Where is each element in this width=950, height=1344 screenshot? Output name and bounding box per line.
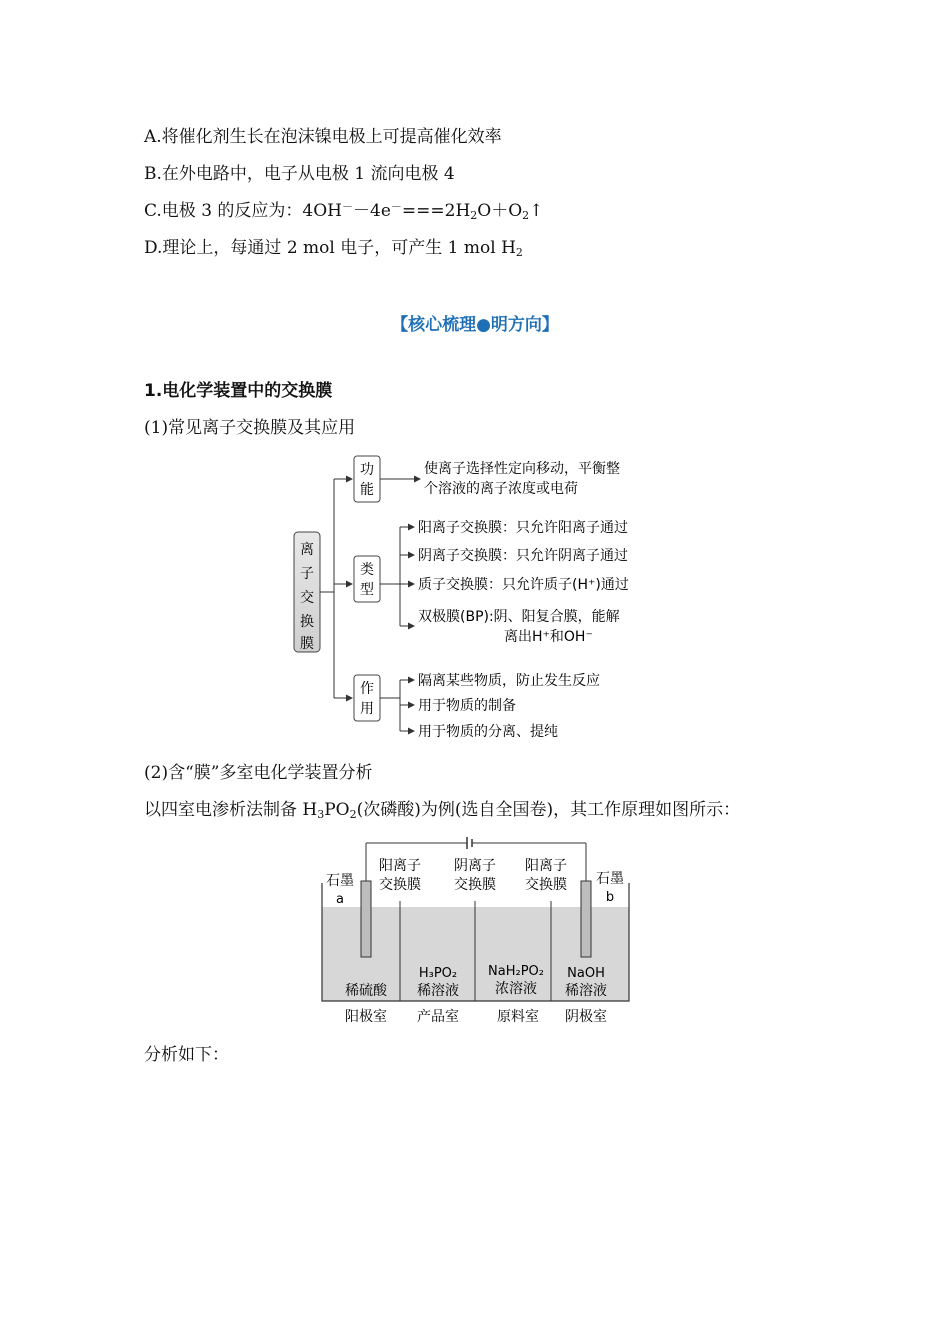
solution-label: 稀溶液 <box>565 983 607 999</box>
superscript: － <box>390 200 402 213</box>
solution-label: H₃PO₂ <box>418 966 458 981</box>
room-label: 产品室 <box>417 1009 459 1025</box>
use-label: 用 <box>360 701 374 717</box>
membrane-label: 交换膜 <box>525 877 567 893</box>
type-label: 类 <box>360 562 374 578</box>
solution-label: NaOH <box>567 966 605 981</box>
type-item: 质子交换膜：只允许质子(H⁺)通过 <box>418 577 629 593</box>
section-heading: 【核心梳理●明方向】 <box>391 315 559 335</box>
type-item: 离出H⁺和OH⁻ <box>504 629 593 645</box>
option-a: A.将催化剂生长在泡沫镍电极上可提高催化效率 <box>144 127 502 147</box>
root-char: 换 <box>300 614 314 630</box>
function-label: 能 <box>360 482 374 498</box>
function-text: 使离子选择性定向移动，平衡整 <box>424 461 620 477</box>
graphite-electrode-a <box>361 881 371 957</box>
superscript: － <box>342 200 354 213</box>
option-b: B.在外电路中，电子从电极 1 流向电极 4 <box>144 164 455 184</box>
item-2-title: (2)含“膜”多室电化学装置分析 <box>144 763 373 783</box>
subsection-title: 1.电化学装置中的交换膜 <box>144 381 333 401</box>
option-c <box>144 200 543 222</box>
subscript: 2 <box>470 209 478 222</box>
membrane-label: 阴离子 <box>454 858 496 874</box>
membrane-concept-map <box>290 452 670 744</box>
intro-text-part: 以四室电渗析法制备 H <box>144 800 318 820</box>
membrane-label: 阳离子 <box>525 858 567 874</box>
subscript: 2 <box>515 246 523 259</box>
type-item: 双极膜(BP):阴、阳复合膜，能解 <box>418 609 620 625</box>
room-label: 阴极室 <box>565 1009 607 1025</box>
item-1-title: (1)常见离子交换膜及其应用 <box>144 418 356 438</box>
intro-text <box>144 799 740 821</box>
use-item: 用于物质的制备 <box>418 698 516 714</box>
solution-label: 浓溶液 <box>495 981 537 997</box>
function-text: 个溶液的离子浓度或电荷 <box>424 481 578 497</box>
subscript: 2 <box>349 808 357 821</box>
type-label: 型 <box>360 582 374 598</box>
option-c-text: C.电极 3 的反应为：4OH <box>144 201 343 221</box>
root-char: 膜 <box>300 636 314 652</box>
function-label: 功 <box>360 462 374 478</box>
gas-arrow-icon: ↑ <box>529 201 544 221</box>
membrane-label: 阳离子 <box>379 858 421 874</box>
intro-text-part: (次磷酸)为例(选自全国卷)，其工作原理如图所示： <box>356 800 741 820</box>
root-char: 子 <box>300 566 314 582</box>
option-c-text: ===2H <box>401 201 471 221</box>
option-c-text: －4e <box>353 201 391 221</box>
use-item: 隔离某些物质，防止发生反应 <box>418 673 600 689</box>
electrode-label: b <box>605 890 615 905</box>
graphite-electrode-b <box>581 881 591 957</box>
solution-label: NaH₂PO₂ <box>488 964 544 979</box>
option-d <box>144 237 523 259</box>
subscript: 3 <box>317 808 325 821</box>
solution-label: 稀溶液 <box>417 983 459 999</box>
room-label: 原料室 <box>497 1009 539 1025</box>
membrane-label: 交换膜 <box>379 877 421 893</box>
electrode-label: 石墨 <box>596 871 624 887</box>
use-item: 用于物质的分离、提纯 <box>418 724 558 740</box>
option-d-text: D.理论上，每通过 2 mol 电子，可产生 1 mol H <box>144 238 516 258</box>
electrode-label: 石墨 <box>326 873 354 889</box>
root-char: 交 <box>300 590 314 606</box>
electrode-label: a <box>336 892 344 907</box>
root-char: 离 <box>300 542 314 558</box>
type-item: 阳离子交换膜：只允许阳离子通过 <box>418 520 628 536</box>
subscript: 2 <box>522 209 530 222</box>
type-item: 阴离子交换膜：只允许阴离子通过 <box>418 548 628 564</box>
membrane-label: 交换膜 <box>454 877 496 893</box>
intro-text-part: PO <box>324 800 350 820</box>
use-label: 作 <box>360 681 374 697</box>
solution-label: 稀硫酸 <box>345 983 387 999</box>
electrodialysis-cell-diagram <box>318 833 634 1029</box>
option-c-text: O＋O <box>477 201 523 221</box>
room-label: 阳极室 <box>345 1009 387 1025</box>
analysis-text: 分析如下： <box>144 1045 229 1065</box>
